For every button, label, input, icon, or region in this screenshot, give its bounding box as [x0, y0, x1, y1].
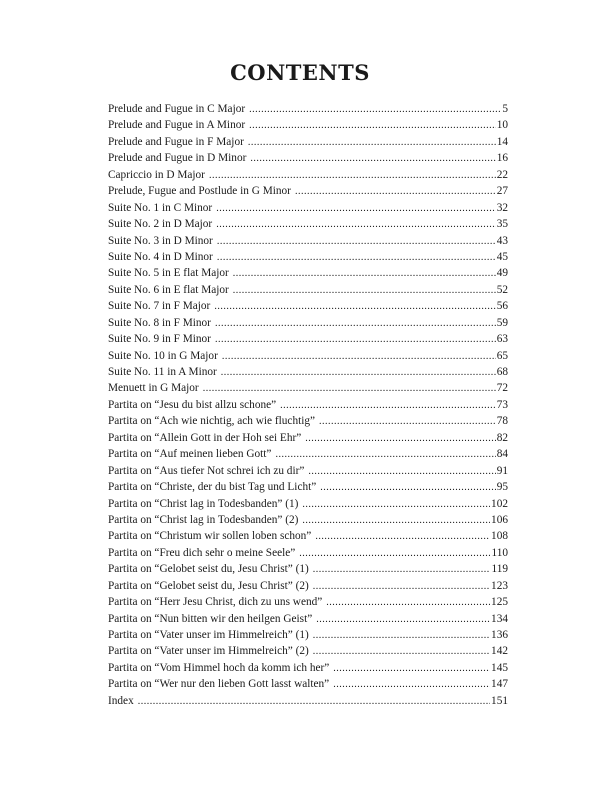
toc-leader-dots: [221, 365, 496, 380]
toc-entry: [108, 233, 508, 249]
toc-entry-title: Index: [108, 694, 134, 707]
toc-page-number: 78: [496, 415, 508, 428]
toc-entry: [108, 150, 508, 166]
table-of-contents: [108, 101, 508, 709]
toc-leader-dots: [333, 677, 490, 692]
toc-page-number: 32: [496, 201, 508, 214]
toc-leader-dots: [216, 201, 496, 216]
toc-entry-title: Suite No. 8 in F Minor: [108, 316, 211, 329]
toc-leader-dots: [248, 135, 496, 150]
toc-leader-dots: [305, 431, 495, 446]
toc-page-number: 27: [496, 185, 508, 198]
toc-entry-title: Partita on “Aus tiefer Not schrei ich zu dir”: [108, 464, 305, 477]
toc-entry-title: Prelude and Fugue in D Minor: [108, 152, 247, 165]
toc-page-number: 73: [496, 398, 508, 411]
toc-leader-dots: [313, 644, 490, 659]
toc-entry: [108, 101, 508, 117]
toc-page-number: 119: [491, 563, 508, 576]
toc-leader-dots: [215, 332, 496, 347]
toc-leader-dots: [222, 349, 496, 364]
toc-entry-title: Suite No. 3 in D Minor: [108, 234, 213, 247]
toc-page-number: 134: [491, 612, 508, 625]
toc-page-number: 43: [496, 234, 508, 247]
toc-entry: [108, 611, 508, 627]
toc-entry-title: Partita on “Ach wie nichtig, ach wie fluchtig”: [108, 415, 316, 428]
toc-entry: [108, 479, 508, 495]
toc-entry: [108, 183, 508, 199]
toc-entry: [108, 561, 508, 577]
toc-entry: [108, 167, 508, 183]
toc-entry-title: Suite No. 11 in A Minor: [108, 366, 217, 378]
toc-entry-title: Suite No. 9 in F Minor: [108, 333, 211, 346]
toc-entry: [108, 528, 508, 544]
toc-page-number: 35: [496, 218, 508, 231]
toc-page-number: 108: [491, 530, 508, 543]
toc-page-number: 82: [496, 431, 508, 444]
toc-leader-dots: [320, 480, 495, 495]
toc-entry: [108, 594, 508, 610]
toc-page-number: 65: [496, 349, 508, 362]
toc-page-number: 52: [496, 283, 508, 296]
toc-entry-title: Menuett in G Major: [108, 382, 199, 395]
toc-page-number: 136: [491, 629, 508, 641]
toc-entry-title: Suite No. 5 in E flat Major: [108, 267, 229, 280]
toc-page-number: 59: [496, 316, 508, 329]
toc-page-number: 10: [496, 119, 508, 132]
toc-entry-title: Suite No. 6 in E flat Major: [108, 283, 229, 296]
toc-leader-dots: [249, 102, 501, 117]
toc-page-number: 106: [491, 513, 508, 526]
toc-entry: [108, 348, 508, 364]
toc-page-number: 56: [496, 300, 508, 313]
toc-page-number: 95: [496, 481, 508, 494]
toc-entry: [108, 134, 508, 150]
toc-page-number: 147: [491, 678, 508, 691]
toc-entry-title: Partita on “Nun bitten wir den heilgen Geist”: [108, 612, 313, 625]
toc-leader-dots: [214, 299, 495, 314]
toc-entry-title: Partita on “Auf meinen lieben Gott”: [108, 448, 272, 461]
toc-entry-title: Partita on “Freu dich sehr o meine Seele”: [108, 546, 296, 559]
toc-entry-title: Partita on “Herr Jesu Christ, dich zu uns wend”: [108, 596, 323, 609]
toc-entry: [108, 430, 508, 446]
toc-entry-title: Partita on “Jesu du bist allzu schone”: [108, 398, 277, 411]
toc-page-number: 125: [491, 596, 508, 609]
toc-page-number: 142: [491, 645, 508, 658]
page-title: CONTENTS: [230, 60, 370, 85]
toc-leader-dots: [299, 546, 490, 561]
toc-entry-title: Partita on “Allein Gott in der Hoh sei Ehr”: [108, 431, 302, 444]
toc-entry: [108, 578, 508, 594]
toc-page-number: 102: [491, 497, 508, 510]
toc-leader-dots: [295, 184, 496, 199]
toc-leader-dots: [333, 661, 490, 676]
toc-leader-dots: [315, 529, 490, 544]
toc-entry: [108, 200, 508, 216]
toc-leader-dots: [313, 562, 491, 577]
toc-entry: [108, 512, 508, 528]
toc-entry-title: Prelude and Fugue in C Major: [108, 103, 246, 115]
toc-page-number: 63: [496, 333, 508, 346]
toc-entry-title: Prelude and Fugue in A Minor: [108, 119, 246, 132]
toc-leader-dots: [217, 234, 496, 249]
toc-page-number: 16: [496, 152, 508, 165]
toc-leader-dots: [302, 513, 490, 528]
toc-entry: [108, 496, 508, 512]
toc-leader-dots: [280, 398, 496, 413]
toc-entry: [108, 643, 508, 659]
toc-entry: [108, 397, 508, 413]
toc-leader-dots: [217, 250, 496, 265]
toc-entry: [108, 282, 508, 298]
toc-entry-title: Partita on “Gelobet seist du, Jesu Christ” (2): [108, 579, 309, 592]
toc-entry: [108, 676, 508, 692]
toc-entry: [108, 117, 508, 133]
toc-leader-dots: [138, 694, 490, 709]
toc-page-number: 72: [496, 382, 508, 395]
toc-entry-title: Partita on “Christum wir sollen loben schon”: [108, 530, 312, 543]
toc-entry-title: Partita on “Gelobet seist du, Jesu Christ” (1): [108, 563, 309, 576]
toc-leader-dots: [313, 628, 490, 643]
toc-entry-title: Suite No. 2 in D Major: [108, 218, 213, 231]
toc-leader-dots: [209, 168, 496, 183]
toc-leader-dots: [302, 497, 490, 512]
toc-entry: [108, 446, 508, 462]
toc-leader-dots: [203, 381, 496, 396]
toc-page-number: 145: [491, 661, 508, 674]
toc-leader-dots: [319, 414, 496, 429]
toc-leader-dots: [250, 151, 495, 166]
toc-leader-dots: [308, 464, 495, 479]
toc-leader-dots: [275, 447, 495, 462]
toc-page-number: 49: [496, 267, 508, 280]
toc-entry-title: Partita on “Christ lag in Todesbanden” (2): [108, 513, 299, 526]
toc-entry: [108, 364, 508, 380]
toc-entry: [108, 265, 508, 281]
toc-page-number: 14: [496, 135, 508, 148]
toc-page-number: 22: [496, 168, 508, 181]
toc-entry: [108, 693, 508, 709]
toc-entry: [108, 315, 508, 331]
toc-page-number: 123: [491, 579, 508, 592]
toc-entry-title: Suite No. 1 in C Minor: [108, 201, 213, 214]
toc-entry-title: Suite No. 4 in D Minor: [108, 250, 213, 263]
toc-entry-title: Partita on “Vater unser im Himmelreich” (2): [108, 645, 309, 658]
toc-entry-title: Partita on “Vater unser im Himmelreich” (1): [108, 629, 309, 641]
toc-entry: [108, 249, 508, 265]
toc-leader-dots: [249, 118, 496, 133]
toc-entry-title: Partita on “Christ lag in Todesbanden” (1): [108, 497, 299, 510]
toc-leader-dots: [316, 612, 490, 627]
toc-entry: [108, 380, 508, 396]
toc-page-number: 84: [496, 448, 508, 461]
toc-entry-title: Prelude and Fugue in F Major: [108, 135, 244, 148]
toc-leader-dots: [215, 316, 496, 331]
toc-leader-dots: [313, 579, 490, 594]
toc-leader-dots: [216, 217, 496, 232]
toc-entry-title: Capriccio in D Major: [108, 168, 205, 181]
toc-page-number: 45: [496, 250, 508, 263]
toc-leader-dots: [233, 266, 496, 281]
toc-page-number: 91: [496, 464, 508, 477]
toc-entry-title: Suite No. 10 in G Major: [108, 349, 218, 362]
toc-page-number: 110: [491, 546, 508, 559]
toc-entry: [108, 298, 508, 314]
toc-entry-title: Suite No. 7 in F Major: [108, 300, 211, 313]
toc-entry-title: Partita on “Christe, der du bist Tag und Licht”: [108, 481, 317, 494]
toc-entry: [108, 463, 508, 479]
toc-entry-title: Prelude, Fugue and Postlude in G Minor: [108, 185, 291, 198]
toc-entry: [108, 660, 508, 676]
toc-page-number: 5: [502, 103, 508, 115]
toc-page-number: 151: [491, 694, 508, 707]
toc-entry: [108, 216, 508, 232]
toc-entry: [108, 545, 508, 561]
toc-page-number: 68: [496, 366, 508, 378]
toc-entry: [108, 413, 508, 429]
toc-entry: [108, 331, 508, 347]
toc-entry: [108, 627, 508, 643]
toc-entry-title: Partita on “Vom Himmel hoch da komm ich her”: [108, 661, 330, 674]
toc-leader-dots: [233, 283, 496, 298]
toc-entry-title: Partita on “Wer nur den lieben Gott lasst walten”: [108, 678, 330, 691]
toc-leader-dots: [326, 595, 490, 610]
